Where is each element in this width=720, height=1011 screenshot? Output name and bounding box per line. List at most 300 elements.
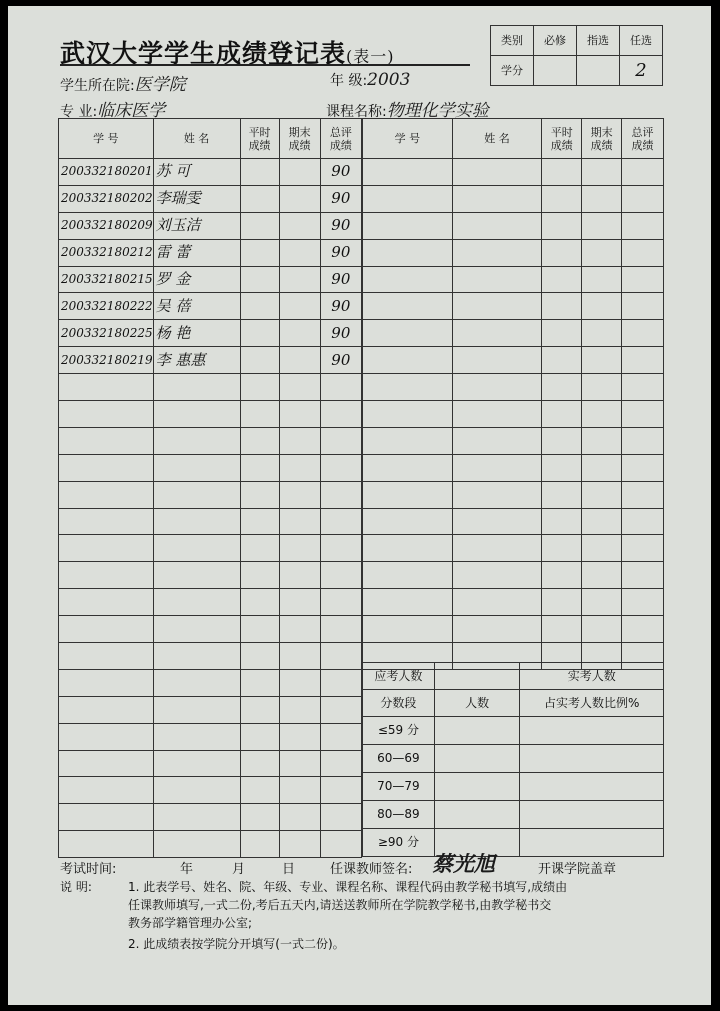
table-row (363, 401, 664, 428)
category-elective: 任选 (620, 26, 663, 56)
cell-final (279, 454, 320, 481)
cell-final (279, 831, 320, 858)
college-line (60, 70, 186, 95)
cell-empty (622, 320, 664, 347)
cell-regular (240, 643, 279, 670)
cell-id (59, 669, 154, 696)
cell-name: 雷 蕾 (153, 239, 240, 266)
cell-empty (363, 266, 453, 293)
cell-final (279, 347, 320, 374)
cell-regular (240, 481, 279, 508)
cell-empty (542, 347, 582, 374)
header-final-right: 期末 成绩 (582, 119, 622, 159)
cell-empty (542, 562, 582, 589)
cell-empty (452, 401, 542, 428)
form-title-text: 武汉大学学生成绩登记表 (60, 39, 347, 68)
cell-final (279, 616, 320, 643)
cell-final (279, 723, 320, 750)
cell-final (279, 293, 320, 320)
header-total-right: 总评 成绩 (622, 119, 664, 159)
expected-count-label: 应考人数 (363, 663, 435, 690)
cell-name (153, 535, 240, 562)
table-row (59, 266, 362, 293)
cell-empty (542, 401, 582, 428)
cell-empty (622, 185, 664, 212)
cell-empty (542, 293, 582, 320)
count-label: 人数 (434, 690, 520, 717)
cell-empty (542, 508, 582, 535)
cell-empty (542, 320, 582, 347)
cell-empty (582, 454, 622, 481)
cell-empty (363, 212, 453, 239)
cell-regular (240, 831, 279, 858)
cell-empty (363, 508, 453, 535)
grade-line (330, 70, 410, 90)
table-row (59, 374, 362, 401)
range-row: ≤59 分 (363, 717, 435, 745)
table-row (59, 185, 362, 212)
category-required: 必修 (534, 26, 577, 56)
cell-name: 刘玉洁 (153, 212, 240, 239)
cell-final (279, 427, 320, 454)
college-seal-label: 开课学院盖章 (538, 862, 617, 877)
cell-empty (363, 320, 453, 347)
range-label: 分数段 (363, 690, 435, 717)
header-regular-right: 平时 成绩 (542, 119, 582, 159)
range-row: 70—79 (363, 773, 435, 801)
note-2: 2. 此成绩表按学院分开填写(一式二份)。 (128, 937, 345, 951)
table-row (59, 320, 362, 347)
cell-name (153, 804, 240, 831)
cell-empty (542, 535, 582, 562)
table-row (59, 696, 362, 723)
cell-empty (622, 159, 664, 186)
cell-regular (240, 320, 279, 347)
cell-empty (452, 454, 542, 481)
header-name-right: 姓 名 (452, 119, 542, 159)
cell-regular (240, 750, 279, 777)
cell-empty (452, 347, 542, 374)
cell-empty (452, 159, 542, 186)
cell-id (59, 696, 154, 723)
cell-empty (622, 374, 664, 401)
cell-final (279, 535, 320, 562)
cell-final (279, 159, 320, 186)
cell-empty (582, 616, 622, 643)
cell-total (320, 454, 361, 481)
cell-final (279, 374, 320, 401)
cell-id (59, 427, 154, 454)
cell-regular (240, 293, 279, 320)
table-row (363, 374, 664, 401)
cell-empty (622, 454, 664, 481)
note-1c: 教务部学籍管理办公室; (128, 916, 253, 930)
cell-empty (582, 562, 622, 589)
cell-regular (240, 589, 279, 616)
header-regular: 平时 成绩 (240, 119, 279, 159)
table-row (363, 454, 664, 481)
form-subtitle: (表一) (346, 47, 395, 66)
cell-name: 杨 艳 (153, 320, 240, 347)
cell-empty (582, 266, 622, 293)
table-row (59, 347, 362, 374)
cell-final (279, 239, 320, 266)
cell-empty (542, 239, 582, 266)
cell-empty (582, 401, 622, 428)
note-1b: 任课教师填写,一式二份,考后五天内,请送送教师所在学院教学秘书,由教学秘书交 (128, 898, 552, 912)
cell-id (59, 454, 154, 481)
cell-total (320, 777, 361, 804)
table-row (59, 777, 362, 804)
cell-name (153, 374, 240, 401)
teacher-label: 任课教师签名: (330, 862, 413, 877)
cell-regular (240, 159, 279, 186)
cell-name (153, 589, 240, 616)
form-paper (8, 6, 711, 1005)
cell-total: 90 (320, 239, 361, 266)
cell-regular (240, 427, 279, 454)
cell-regular (240, 508, 279, 535)
cell-regular (240, 266, 279, 293)
cell-empty (622, 508, 664, 535)
exam-year: 年 (180, 862, 194, 877)
table-row (363, 535, 664, 562)
expected-count-value (434, 663, 520, 690)
cell-name (153, 723, 240, 750)
cell-name (153, 831, 240, 858)
cell-empty (622, 427, 664, 454)
cell-total: 90 (320, 293, 361, 320)
cell-regular (240, 374, 279, 401)
cell-total (320, 535, 361, 562)
cell-empty (363, 562, 453, 589)
cell-total (320, 427, 361, 454)
cell-empty (452, 427, 542, 454)
cell-empty (542, 454, 582, 481)
cell-name: 李瑞雯 (153, 185, 240, 212)
table-row (59, 427, 362, 454)
cell-id: 200332180201 (59, 159, 154, 186)
cell-id (59, 831, 154, 858)
cell-total (320, 401, 361, 428)
header-total: 总评 成绩 (320, 119, 361, 159)
cell-empty (582, 212, 622, 239)
cell-empty (452, 239, 542, 266)
cell-empty (542, 185, 582, 212)
cell-id (59, 374, 154, 401)
cell-empty (452, 320, 542, 347)
cell-empty (363, 427, 453, 454)
cell-empty (542, 374, 582, 401)
cell-empty (363, 481, 453, 508)
cell-empty (363, 239, 453, 266)
cell-empty (452, 212, 542, 239)
cell-total (320, 750, 361, 777)
cell-empty (363, 401, 453, 428)
cell-name (153, 508, 240, 535)
cell-total (320, 481, 361, 508)
cell-empty (582, 185, 622, 212)
cell-empty (542, 481, 582, 508)
cell-empty (582, 535, 622, 562)
exam-month: 月 (232, 862, 246, 877)
cell-name (153, 750, 240, 777)
left-header-row (59, 119, 362, 159)
table-row (363, 159, 664, 186)
cell-final (279, 589, 320, 616)
cell-regular (240, 239, 279, 266)
cell-name (153, 777, 240, 804)
cell-name (153, 481, 240, 508)
cell-id: 200332180225 (59, 320, 154, 347)
cell-empty (542, 427, 582, 454)
cell-empty (622, 589, 664, 616)
cell-final (279, 508, 320, 535)
category-table (490, 25, 663, 86)
actual-count-label: 实考人数 (520, 663, 664, 690)
cell-total (320, 643, 361, 670)
cell-total (320, 589, 361, 616)
table-row (363, 212, 664, 239)
cell-final (279, 669, 320, 696)
cell-empty (542, 589, 582, 616)
cell-id (59, 804, 154, 831)
table-row (363, 347, 664, 374)
cell-empty (452, 374, 542, 401)
cell-empty (363, 347, 453, 374)
cell-empty (452, 562, 542, 589)
cell-id (59, 643, 154, 670)
cell-empty (582, 374, 622, 401)
cell-empty (622, 266, 664, 293)
cell-regular (240, 616, 279, 643)
cell-id (59, 508, 154, 535)
course-label: 课程名称: (326, 104, 387, 120)
cell-name (153, 454, 240, 481)
score-distribution-table (362, 662, 664, 857)
header-name: 姓 名 (153, 119, 240, 159)
cell-empty (452, 185, 542, 212)
cell-empty (622, 535, 664, 562)
cell-id (59, 481, 154, 508)
course-value: 物理化学实验 (386, 101, 489, 121)
cell-regular (240, 212, 279, 239)
cell-empty (622, 481, 664, 508)
grade-label: 年 级: (330, 73, 368, 89)
cell-regular (240, 562, 279, 589)
range-row: 60—69 (363, 745, 435, 773)
table-row (363, 562, 664, 589)
cell-id (59, 562, 154, 589)
table-row (59, 535, 362, 562)
cell-total: 90 (320, 347, 361, 374)
cell-total (320, 804, 361, 831)
cell-empty (363, 616, 453, 643)
cell-final (279, 481, 320, 508)
header-id: 学 号 (59, 119, 154, 159)
table-row (363, 616, 664, 643)
cell-id (59, 777, 154, 804)
cell-id: 200332180209 (59, 212, 154, 239)
cell-regular (240, 723, 279, 750)
credit-value: 2 (620, 56, 663, 86)
exam-time-label: 考试时间: (60, 862, 117, 877)
cell-empty (622, 239, 664, 266)
notes-label: 说 明: (60, 880, 92, 894)
cell-total (320, 616, 361, 643)
table-row (59, 750, 362, 777)
table-row (59, 212, 362, 239)
table-row (59, 508, 362, 535)
cell-empty (622, 562, 664, 589)
cell-id (59, 723, 154, 750)
table-row (59, 293, 362, 320)
cell-empty (363, 293, 453, 320)
major-value: 临床医学 (97, 101, 166, 121)
table-row (59, 723, 362, 750)
table-row (59, 401, 362, 428)
range-row: ≥90 分 (363, 829, 435, 857)
cell-final (279, 643, 320, 670)
cell-empty (542, 159, 582, 186)
cell-final (279, 777, 320, 804)
grades-table-left (58, 118, 362, 858)
cell-final (279, 696, 320, 723)
cell-empty (622, 401, 664, 428)
cell-empty (582, 589, 622, 616)
cell-total (320, 669, 361, 696)
cell-id (59, 589, 154, 616)
cell-regular (240, 185, 279, 212)
cell-empty (582, 347, 622, 374)
header-id-right: 学 号 (363, 119, 453, 159)
table-row (59, 589, 362, 616)
cell-empty (622, 347, 664, 374)
cell-total: 90 (320, 185, 361, 212)
table-row (59, 159, 362, 186)
header-final: 期末 成绩 (279, 119, 320, 159)
cell-total (320, 723, 361, 750)
cell-name (153, 562, 240, 589)
cell-empty (452, 266, 542, 293)
cell-total: 90 (320, 212, 361, 239)
table-row (363, 508, 664, 535)
cell-empty (582, 427, 622, 454)
grade-value: 2003 (367, 70, 411, 90)
cell-name (153, 643, 240, 670)
college-label: 学生所在院: (60, 78, 135, 94)
cell-regular (240, 347, 279, 374)
cell-empty (452, 616, 542, 643)
table-row (363, 185, 664, 212)
cell-final (279, 804, 320, 831)
cell-empty (452, 589, 542, 616)
cell-empty (452, 293, 542, 320)
cell-total: 90 (320, 159, 361, 186)
cell-final (279, 750, 320, 777)
table-row (363, 266, 664, 293)
table-row (59, 239, 362, 266)
table-row (363, 427, 664, 454)
title-underline (60, 64, 470, 66)
major-label: 专 业: (60, 104, 98, 120)
cell-empty (363, 185, 453, 212)
credit-label: 学分 (491, 56, 534, 86)
cell-empty (363, 589, 453, 616)
cell-final (279, 562, 320, 589)
cell-empty (622, 212, 664, 239)
cell-regular (240, 535, 279, 562)
cell-name (153, 401, 240, 428)
cell-id: 200332180215 (59, 266, 154, 293)
cell-empty (363, 374, 453, 401)
cell-total (320, 831, 361, 858)
cell-id: 200332180202 (59, 185, 154, 212)
cell-id (59, 401, 154, 428)
cell-empty (363, 535, 453, 562)
cell-regular (240, 401, 279, 428)
table-row (59, 562, 362, 589)
cell-id (59, 535, 154, 562)
cell-total (320, 562, 361, 589)
cell-id (59, 616, 154, 643)
cell-name: 吴 蓓 (153, 293, 240, 320)
cell-regular (240, 696, 279, 723)
table-row (363, 589, 664, 616)
cell-empty (542, 616, 582, 643)
college-value: 医学院 (134, 75, 186, 95)
table-row (59, 804, 362, 831)
cell-name (153, 616, 240, 643)
cell-name (153, 669, 240, 696)
table-row (363, 239, 664, 266)
table-row (59, 669, 362, 696)
cell-id: 200332180222 (59, 293, 154, 320)
grades-table-right (362, 118, 664, 670)
category-type-label: 类别 (491, 26, 534, 56)
note-1a: 1. 此表学号、姓名、院、年级、专业、课程名称、课程代码由教学秘书填写,成绩由 (128, 880, 568, 894)
category-designated: 指选 (577, 26, 620, 56)
table-row (363, 293, 664, 320)
cell-final (279, 320, 320, 347)
table-row (59, 454, 362, 481)
cell-empty (582, 293, 622, 320)
exam-day: 日 (282, 862, 296, 877)
cell-final (279, 266, 320, 293)
cell-id (59, 750, 154, 777)
cell-empty (363, 454, 453, 481)
range-row: 80—89 (363, 801, 435, 829)
cell-name: 苏 可 (153, 159, 240, 186)
cell-empty (452, 508, 542, 535)
cell-id: 200332180212 (59, 239, 154, 266)
cell-empty (452, 535, 542, 562)
cell-id: 200332180219 (59, 347, 154, 374)
cell-regular (240, 804, 279, 831)
cell-empty (582, 239, 622, 266)
exam-time-line (60, 858, 116, 877)
table-row (59, 481, 362, 508)
table-row (59, 616, 362, 643)
cell-name: 罗 金 (153, 266, 240, 293)
cell-regular (240, 454, 279, 481)
cell-empty (582, 508, 622, 535)
cell-total (320, 508, 361, 535)
cell-final (279, 212, 320, 239)
cell-empty (622, 293, 664, 320)
cell-empty (622, 616, 664, 643)
cell-empty (542, 266, 582, 293)
